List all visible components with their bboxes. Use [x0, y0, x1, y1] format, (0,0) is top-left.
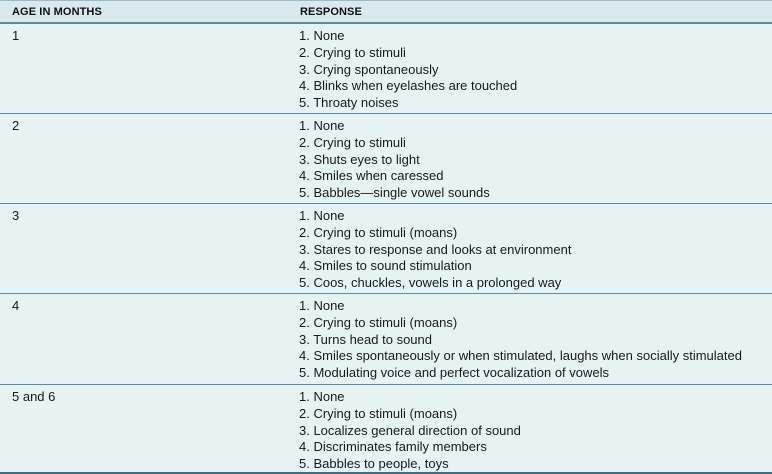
response-list: [299, 298, 742, 382]
response-item: 5. Babbles—single vowel sounds: [299, 185, 490, 201]
response-item: 4. Smiles spontaneously or when stimulated, laughs when socially stimulated: [299, 348, 742, 364]
table-row: [0, 385, 772, 472]
table-row: [0, 204, 772, 294]
table-row: [0, 294, 772, 385]
response-item: 1. None: [299, 28, 345, 43]
age-cell: 5 and 6: [12, 389, 56, 404]
response-item: 4. Discriminates family members: [299, 439, 487, 455]
response-item: 2. Crying to stimuli (moans): [299, 405, 458, 421]
age-cell: 1: [12, 28, 20, 43]
response-item: 3. Stares to response and looks at environment: [299, 241, 572, 257]
response-item: 5. Modulating voice and perfect vocalization of vowels: [299, 365, 610, 381]
table-row: [0, 24, 772, 114]
age-cell: 4: [12, 298, 20, 313]
age-cell: 3: [12, 208, 20, 223]
response-item: 4. Blinks when eyelashes are touched: [299, 78, 518, 94]
header-response: RESPONSE: [300, 6, 362, 18]
table-row: [0, 114, 772, 204]
response-list: [299, 208, 571, 292]
response-list: [299, 28, 517, 112]
response-item: 5. Babbles to people, toys: [299, 456, 449, 472]
response-item: 4. Smiles to sound stimulation: [299, 258, 472, 274]
response-item: 1. None: [299, 389, 345, 404]
response-item: 1. None: [299, 208, 345, 223]
response-list: [299, 389, 521, 473]
response-item: 2. Crying to stimuli: [299, 44, 406, 60]
age-cell: 2: [12, 118, 20, 133]
response-item: 2. Crying to stimuli (moans): [299, 224, 458, 240]
response-item: 3. Turns head to sound: [299, 331, 432, 347]
response-item: 3. Shuts eyes to light: [299, 151, 420, 167]
response-item: 2. Crying to stimuli (moans): [299, 314, 458, 330]
table-header: [0, 0, 772, 24]
response-item: 3. Crying spontaneously: [299, 61, 439, 77]
response-item: 1. None: [299, 298, 345, 313]
response-item: 3. Localizes general direction of sound: [299, 422, 521, 438]
response-item: 5. Throaty noises: [299, 95, 399, 111]
response-item: 1. None: [299, 118, 345, 133]
response-list: [299, 118, 490, 202]
header-age: AGE IN MONTHS: [12, 6, 102, 18]
response-item: 5. Coos, chuckles, vowels in a prolonged way: [299, 275, 562, 291]
response-item: 2. Crying to stimuli: [299, 134, 406, 150]
response-item: 4. Smiles when caressed: [299, 168, 444, 184]
